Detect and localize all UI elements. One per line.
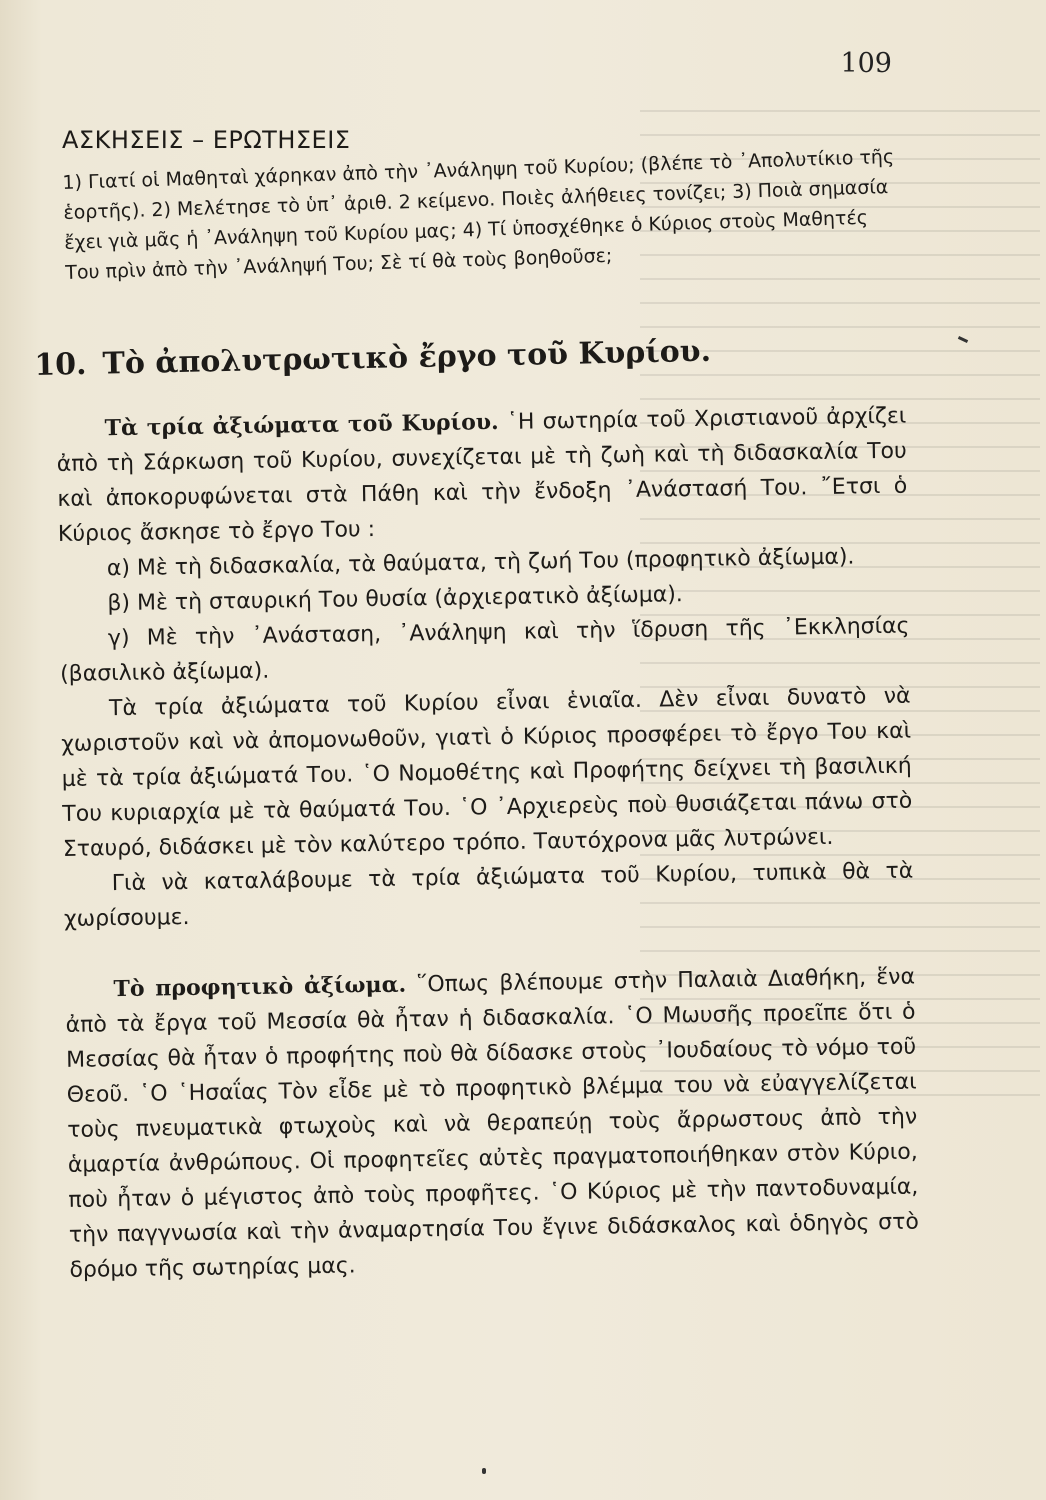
paragraph: Γιὰ νὰ καταλάβουμε τὰ τρία ἀξιώματα τοῦ Κυρίου, τυπικὰ θὰ τὰ χωρίσουμε. (63, 858, 914, 932)
paragraph-text: ῞Οπως βλέπουμε στὴν Παλαιὰ Διαθήκη, ἕνα ἀπὸ τὰ ἔργα τοῦ Μεσσία θὰ ἦταν ἡ διδασκαλία. ῾Ο Μωυσῆς προεῖπε ὅτι ὁ Μεσσίας θὰ ἦταν ὁ προφήτης ποὺ θὰ δίδασκε στοὺς ᾿Ιουδαίους τὸ νόμο τοῦ Θεοῦ. ῾Ο ῾Ησαΐας Τὸν εἶδε μὲ τὸ προφητικὸ βλέμμα του νὰ εὐαγγελίζεται τοὺς πνευματικὰ φτωχοὺς καὶ νὰ θεραπεύῃ τοὺς ἄρρωστους ἀπὸ τὴν ἁμαρτία ἀνθρώπους. Οἱ προφητεῖες αὐτὲς πραγματοποιήθηκαν στὸν Κύριο, ποὺ ἦταν ὁ μέγιστος ἀπὸ τοὺς προφῆτες. ῾Ο Κύριος μὲ τὴν παντοδυναμία, τὴν παγγνωσία καὶ τὴν ἀναμαρτησία Του ἔγινε διδάσκαλος καὶ ὁδηγὸς στὸ δρόμο τῆς σωτηρίας μας. (65, 964, 920, 1283)
chapter-title: Τὸ ἀπολυτρωτικὸ ἔργο τοῦ Κυρίου. (102, 333, 712, 382)
paragraph: Τὰ τρία ἀξιώματα τοῦ Κυρίου εἶναι ἑνιαῖα. Δὲν εἶναι δυνατὸ νὰ χωριστοῦν καὶ νὰ ἀπομονωθοῦν, γιατὶ ὁ Κύριος προσφέρει τὸ ἔργο Του καὶ μὲ τὰ τρία ἀξιώματά Του. ῾Ο Νομοθέτης καὶ Προφήτης δείχνει τὴ βασιλική Του κυριαρχία μὲ τὰ θαύματά Του. ῾Ο ᾿Αρχιερεὺς ποὺ θυσιάζεται πάνω στὸ Σταυρό, διδάσκει μὲ τὸν καλύτερο τρόπο. Ταυτόχρονα μᾶς λυτρώνει. (61, 683, 913, 862)
page-number: 109 (840, 48, 892, 79)
paragraph-text: ῾Η σωτηρία τοῦ Χριστιανοῦ ἀρχίζει ἀπὸ τὴ Σάρκωση τοῦ Κυρίου, συνεχίζεται μὲ τὴ ζωὴ καὶ τὴ διδασκαλία Του καὶ ἀποκορυφώνεται στὰ Πάθη καὶ τὴν ἔνδοξη ᾿Ανάστασή Του. ῎Ετσι ὁ Κύριος ἄσκησε τὸ ἔργο Του : (56, 403, 908, 547)
chapter-heading (34, 334, 711, 383)
list-item-c: γ) Μὲ τὴν ᾿Ανάσταση, ᾿Ανάληψη καὶ τὴν ἵδρυση τῆς ᾿Εκκλησίας (βασιλικὸ ἀξίωμα). (59, 613, 910, 687)
exercises-questions: 1) Γιατί οἱ Μαθηταὶ χάρηκαν ἀπὸ τὴν ᾿Ανάληψη τοῦ Κυρίου; (βλέπε τὸ ᾿Απολυτίκιο τῆς ἑορτῆς). 2) Μελέτησε τὸ ὑπ᾿ ἀριθ. 2 κείμενο. Ποιὲς ἀλήθειες τονίζει; 3) Ποιὰ σημασία ἔχει γιὰ μᾶς ἡ ᾿Ανάληψη τοῦ Κυρίου μας; 4) Τί ὑποσχέθηκε ὁ Κύριος στοὺς Μαθητές Του πρὶν ἀπὸ τὴν ᾿Ανάληψή Του; Σὲ τί θὰ τοὺς βοηθοῦσε; (62, 145, 895, 284)
exercises-title: ΑΣΚΗΣΕΙΣ – ΕΡΩΤΗΣΕΙΣ (62, 126, 351, 154)
section-heading-three-offices: Τὰ τρία ἀξιώματα τοῦ Κυρίου. (104, 409, 499, 442)
chapter-number: 10. (34, 346, 87, 383)
section-heading-prophetic-office: Τὸ προφητικὸ ἀξίωμα. (113, 971, 407, 1003)
list-item-a: α) Μὲ τὴ διδασκαλία, τὰ θαύματα, τὴ ζωή Του (προφητικὸ ἀξίωμα). (106, 544, 855, 582)
paragraph (56, 399, 908, 552)
list-item-b: β) Μὲ τὴ σταυρική Του θυσία (ἀρχιερατικὸ ἀξίωμα). (107, 582, 684, 617)
chapter-body (56, 399, 920, 1288)
ink-dot (482, 1468, 486, 1474)
paragraph (65, 960, 920, 1288)
